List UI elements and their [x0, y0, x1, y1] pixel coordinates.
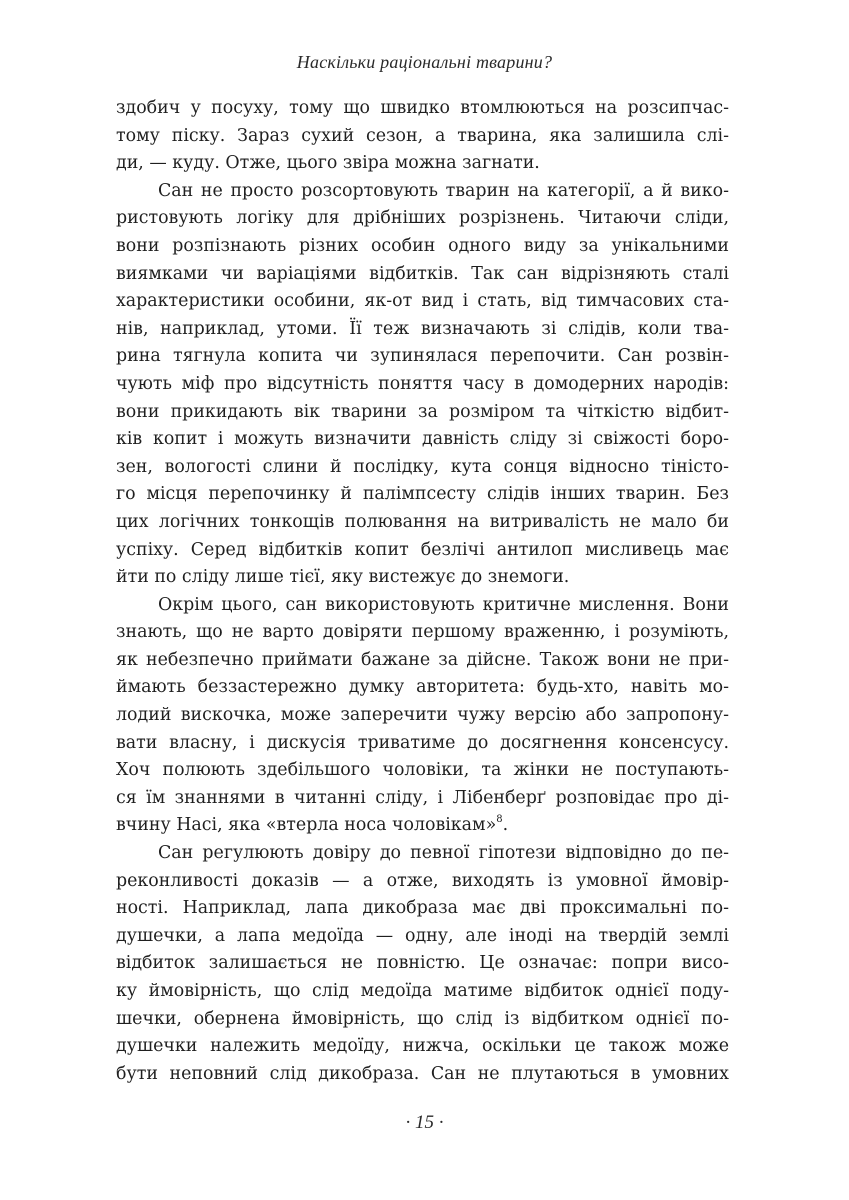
- text-line: душечки, а лапа медоїда — одну, але іноді на твердій землі: [116, 925, 729, 946]
- text-line: вони розпізнають різних особин одного виду за унікальними: [116, 235, 729, 256]
- running-head: Наскільки раціональні тварини?: [296, 52, 553, 72]
- text-line: тому піску. Зараз сухий сезон, а тварина, яка залишила слі-: [116, 125, 729, 146]
- text-line: ності. Наприклад, лапа дикобраза має дві проксимальні по-: [116, 898, 729, 919]
- text-line: вчину Насі, яка «втерла носа чоловікам»: [116, 815, 497, 836]
- paragraph-first-line: Окрім цього, сан використовують критичне мислення. Вони: [158, 594, 729, 615]
- text-line: відбиток залишається не повністю. Це означає: попри висо-: [116, 953, 729, 974]
- paragraph-first-line: Сан регулюють довіру до певної гіпотези відповідно до пе-: [158, 843, 729, 864]
- text-line: зен, вологості слини й послідку, кута сонця відносно тіністо-: [116, 456, 729, 477]
- footnote-marker[interactable]: 8: [496, 814, 503, 826]
- text-line-with-footnote: [116, 812, 729, 840]
- text-line: успіху. Серед відбитків копит безлічі антилоп мисливець має: [116, 539, 729, 560]
- body-text: [116, 95, 729, 1088]
- text-line: го місця перепочинку й палімпсесту слідів інших тварин. Без: [116, 484, 729, 505]
- text-line: нів, наприклад, утоми. Її теж визначають зі слідів, коли тва-: [116, 318, 729, 339]
- text-line: знають, що не варто довіряти першому враженню, і розуміють,: [116, 622, 729, 643]
- paragraph-first-line: Сан не просто розсортовують тварин на категорії, а й вико-: [158, 180, 729, 201]
- text-line: ку ймовірність, що слід медоїда матиме відбиток однієї поду-: [116, 981, 729, 1001]
- text-line: ристовують логіку для дрібніших розрізнень. Читаючи сліди,: [116, 208, 729, 229]
- text-line: рина тягнула копита чи зупинялася перепочити. Сан розвін-: [116, 346, 729, 367]
- text-line: здобич у посуху, тому що швидко втомлюються на розсипчас-: [116, 98, 729, 118]
- text-line: вати власну, і дискусія триватиме до досягнення консенсусу.: [116, 732, 729, 753]
- text-line: Хоч полюють здебільшого чоловіки, та жінки не поступають-: [116, 760, 729, 781]
- text-line: йти по сліду лише тієї, яку вистежує до знемоги.: [116, 567, 570, 588]
- text-line: виямками чи варіаціями відбитків. Так сан відрізняють сталі: [116, 263, 729, 284]
- text-line: бути неповний слід дикобраза. Сан не плутаються в умовних: [116, 1063, 729, 1084]
- text-line: ся їм знаннями в читанні сліду, і Лібенберґ розповідає про ді-: [116, 787, 729, 808]
- text-line: ків копит і можуть визначити давність сліду зі свіжості боро-: [116, 429, 729, 450]
- text-line: шечки, обернена ймовірність, що слід із відбитком однієї по-: [116, 1008, 729, 1029]
- text-line: цих логічних тонкощів полювання на витривалість не мало би: [116, 511, 729, 532]
- text-line: вони прикидають вік тварини за розміром та чіткістю відбит-: [116, 401, 729, 422]
- sentence-end: .: [502, 815, 509, 836]
- text-line: реконливості доказів — а отже, виходять із умовної ймовір-: [116, 870, 729, 891]
- text-line: лодий вискочка, може заперечити чужу версію або запропону-: [116, 705, 729, 726]
- text-line: характеристики особини, як-от вид і стать, від тимчасових ста-: [116, 291, 729, 312]
- text-line: як небезпечно приймати бажане за дійсне. Також вони не при-: [116, 649, 729, 670]
- page-number: · 15 ·: [405, 1112, 444, 1133]
- text-line: ймають беззастережно думку авторитета: будь-хто, навіть мо-: [116, 677, 729, 698]
- text-line: душечки належить медоїду, нижча, оскільки це також може: [116, 1036, 729, 1057]
- text-line: ди, — куду. Отже, цього звіра можна загнати.: [116, 153, 540, 174]
- text-line: чують міф про відсутність поняття часу в домодерних народів:: [116, 373, 729, 394]
